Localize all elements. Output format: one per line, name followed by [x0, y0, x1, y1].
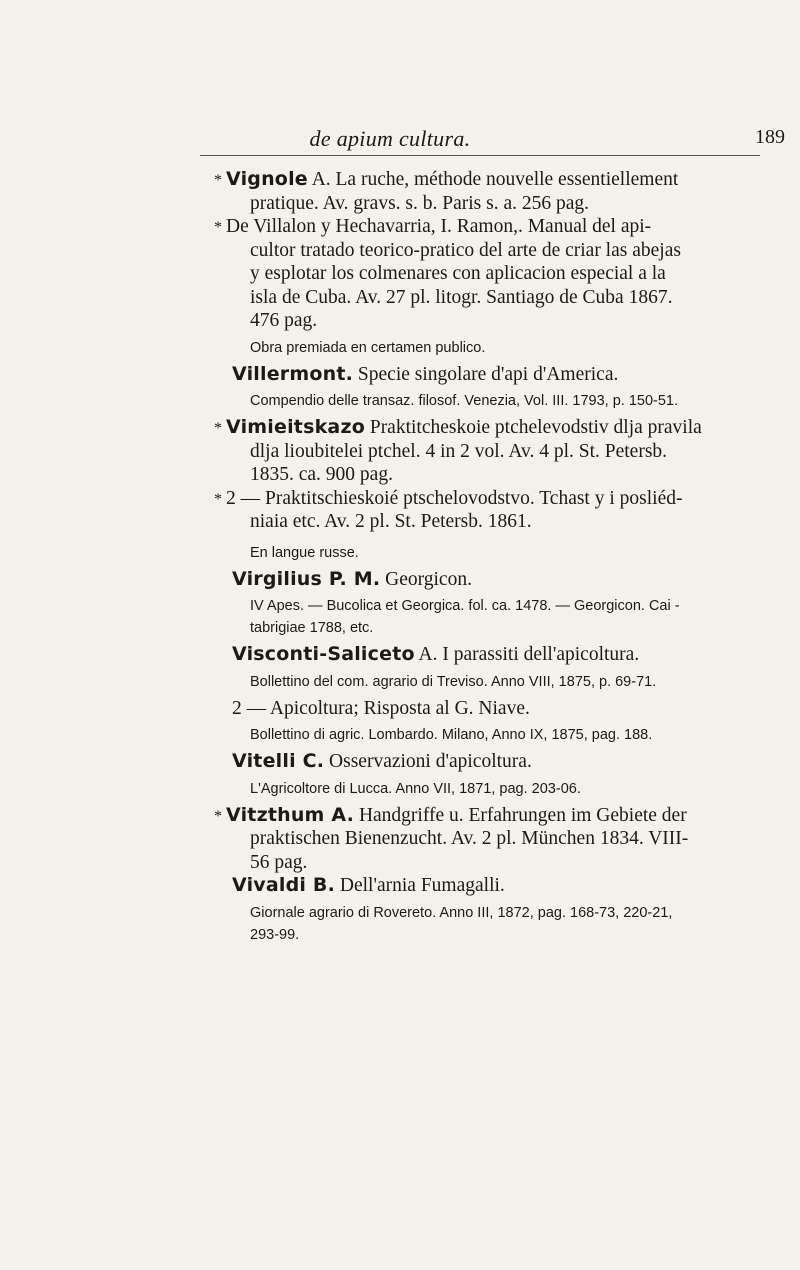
entry-note: L'Agricoltore di Lucca. Anno VII, 1871, pag. 203-06. [250, 780, 581, 797]
entry-apicoltura-risposta [0, 697, 800, 747]
entry-note: Bollettino del com. agrario di Treviso. Anno VIII, 1875, p. 69-71. [250, 673, 657, 690]
entry-text: Handgriffe u. Erfahrungen im Gebiete der [358, 804, 687, 826]
entry-virgilius [0, 568, 800, 640]
asterisk-marker: * [214, 219, 222, 236]
entry-author: Vitzthum A. [226, 803, 355, 826]
entry-text: 476 pag. [250, 310, 318, 331]
entry-praktitschieskoie [0, 487, 800, 564]
entry-note: tabrigiae 1788, etc. [250, 620, 374, 636]
entry-text: Dell'arnia Fumagalli. [339, 875, 505, 896]
entry-text: Osservazioni d'apicoltura. [329, 751, 532, 772]
entry-text: Georgicon. [385, 568, 472, 590]
entry-de-villalon [0, 215, 800, 359]
running-title: de apium cultura. [309, 126, 471, 151]
entry-text: A. I parassiti dell'apicoltura. [418, 644, 640, 665]
asterisk-marker: * [214, 172, 222, 189]
entry-text: isla de Cuba. Av. 27 pl. litogr. Santiago de Cuba 1867. [250, 286, 673, 308]
entry-text: cultor tratado teorico-pratico del arte de criar las abejas [250, 239, 681, 261]
entry-text: 56 pag. [250, 851, 308, 873]
page-number: 189 [755, 126, 785, 148]
entry-note: IV Apes. — Bucolica et Georgica. fol. ca. 1478. — Georgicon. Cai - [250, 598, 680, 614]
entry-text: 2 — Apicoltura; Risposta al G. Niave. [232, 697, 530, 719]
entry-text: praktischen Bienenzucht. Av. 2 pl. München 1834. VIII- [250, 828, 689, 849]
entry-vitelli [0, 750, 800, 800]
entry-villermont [0, 363, 800, 413]
entry-text: niaia etc. Av. 2 pl. St. Petersb. 1861. [250, 511, 532, 532]
entry-text: 1835. ca. 900 pag. [250, 464, 393, 485]
entry-note: 293-99. [250, 926, 300, 943]
entry-note: Obra premiada en certamen publico. [250, 339, 486, 356]
entry-text: Specie singolare d'api d'America. [357, 363, 619, 385]
page-header [0, 126, 800, 156]
entry-vimieitskazo [0, 416, 800, 487]
entry-author: Vitelli C. [232, 750, 325, 772]
entry-vitzthum [0, 804, 800, 875]
entry-text: pratique. Av. gravs. s. b. Paris s. a. 256 pag. [250, 192, 590, 214]
entry-author: Visconti-Saliceto [232, 643, 415, 665]
entry-note: Giornale agrario di Rovereto. Anno III, 1872, pag. 168-73, 220-21, [250, 904, 673, 921]
entry-author: Vimieitskazo [226, 416, 365, 438]
bibliography-list [0, 168, 800, 946]
asterisk-marker: * [214, 420, 222, 437]
entry-note: Bollettino di agric. Lombardo. Milano, Anno IX, 1875, pag. 188. [250, 727, 653, 743]
entry-text: y esplotar los colmenares con aplicacion especial a la [250, 263, 666, 284]
asterisk-marker: * [214, 490, 222, 508]
entry-note: En langue russe. [250, 544, 359, 561]
entry-vivaldi [0, 874, 800, 946]
entry-author: Virgilius P. M. [232, 567, 381, 590]
entry-author: Vignole [226, 168, 308, 190]
asterisk-marker: * [214, 807, 222, 825]
entry-text: Praktitcheskoie ptchelevodstiv dlja pravila [369, 417, 702, 438]
entry-visconti-saliceto [0, 643, 800, 693]
entry-text: dlja lioubitelei ptchel. 4 in 2 vol. Av. 4 pl. St. Petersb. [250, 440, 668, 462]
entry-text: De Villalon y Hechavarria, I. Ramon,. Manual del api- [226, 216, 652, 237]
header-rule [200, 155, 760, 156]
entry-author: Vivaldi B. [232, 874, 336, 896]
entry-vignole [0, 168, 800, 215]
entry-text: 2 — Praktitschieskoié ptschelovodstvo. Tchast y i posliéd- [226, 487, 683, 509]
entry-text: A. La ruche, méthode nouvelle essentiellement [311, 169, 679, 190]
entry-note: Compendio delle transaz. filosof. Venezia, Vol. III. 1793, p. 150-51. [250, 393, 679, 409]
entry-author: Villermont. [232, 362, 354, 385]
